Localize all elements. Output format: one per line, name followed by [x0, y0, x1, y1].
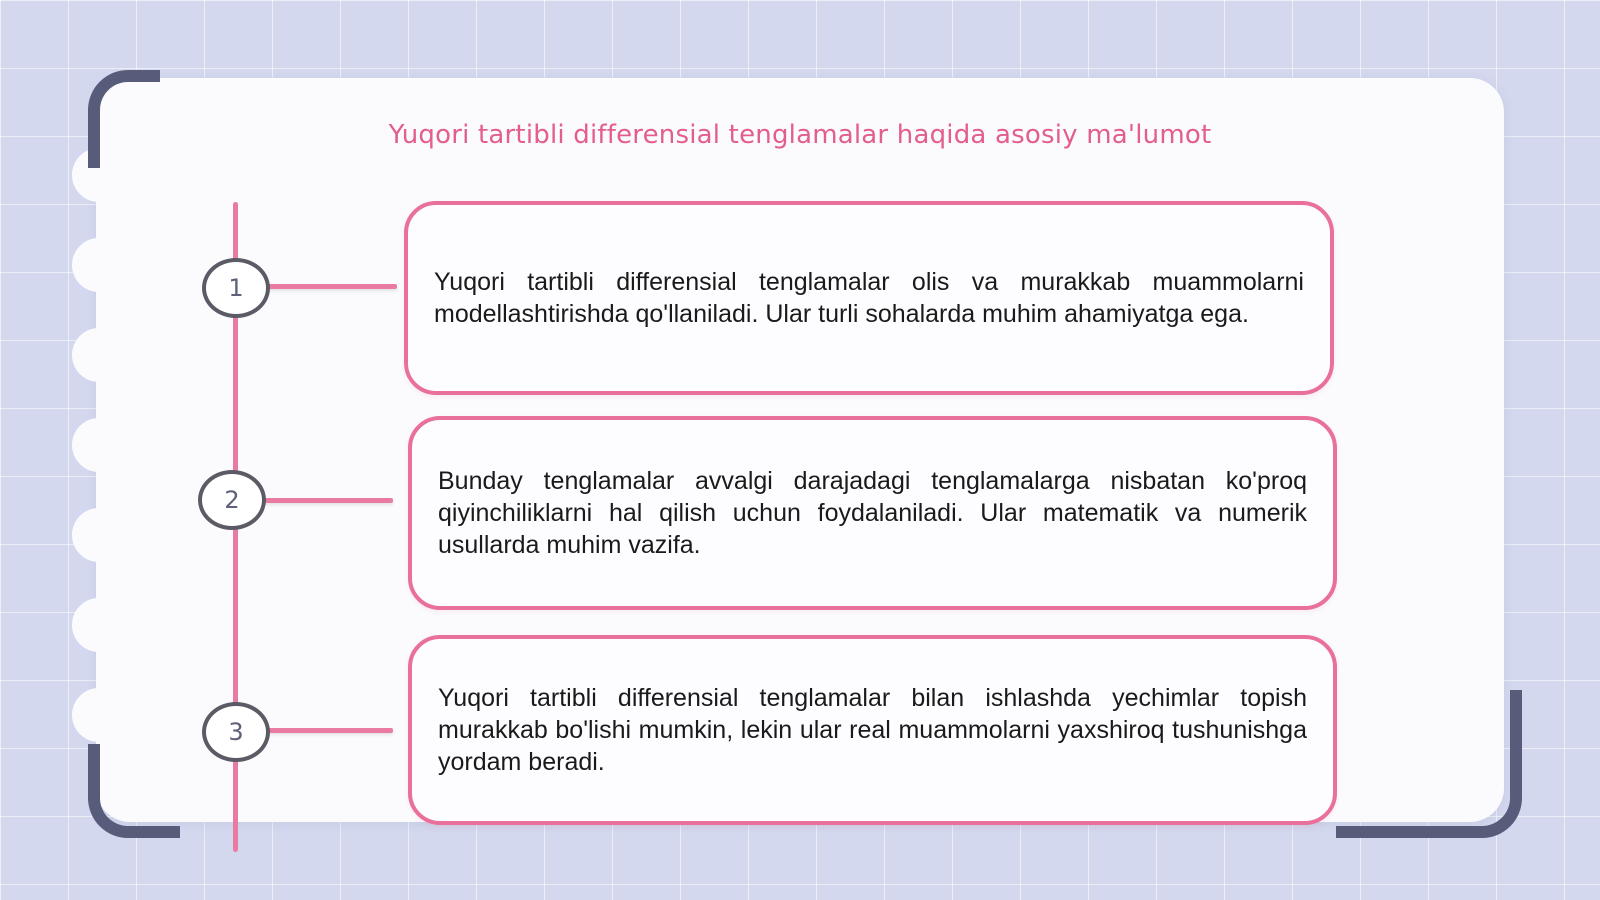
step-2-number-badge: [198, 470, 266, 530]
step-1-number: 1: [228, 274, 244, 302]
step-2-text: Bunday tenglamalar avvalgi darajadagi tenglamalarga nisbatan ko'proq qiyinchiliklarni hal qilish uchun foydalaniladi. Ular matematik va numerik usullarda muhim vazifa.: [438, 467, 1307, 559]
step-2-number: 2: [224, 486, 240, 514]
step-3-card: [408, 635, 1337, 825]
paper-scallop: [72, 328, 126, 382]
frame-corner-top-left: [88, 70, 160, 168]
step-3-text: Yuqori tartibli differensial tenglamalar bilan ishlashda yechimlar topish murakkab bo'lishi mumkin, lekin ular real muammolarni yaxshiroq tushunishga yordam beradi.: [438, 684, 1307, 776]
step-3-number-badge: [202, 702, 270, 762]
step-1-text: Yuqori tartibli differensial tenglamalar olis va murakkab muammolarni modellashtirishda qo'llaniladi. Ular turli sohalarda muhim ahamiyatga ega.: [434, 268, 1304, 328]
step-3-connector: [265, 728, 393, 733]
paper-scallop: [72, 508, 126, 562]
paper-scallop: [72, 688, 126, 742]
step-3-number: 3: [228, 718, 244, 746]
slide-title: Yuqori tartibli differensial tenglamalar haqida asosiy ma'lumot: [388, 120, 1212, 150]
frame-corner-bottom-right: [1336, 690, 1522, 838]
step-1-card: [404, 201, 1334, 395]
paper-scallop: [72, 598, 126, 652]
step-1-connector: [265, 284, 397, 289]
step-1-number-badge: [202, 258, 270, 318]
frame-corner-bottom-left: [88, 744, 180, 838]
paper-scallop: [72, 238, 126, 292]
step-2-card: [408, 416, 1337, 610]
paper-scallop: [72, 418, 126, 472]
step-2-connector: [262, 498, 393, 503]
